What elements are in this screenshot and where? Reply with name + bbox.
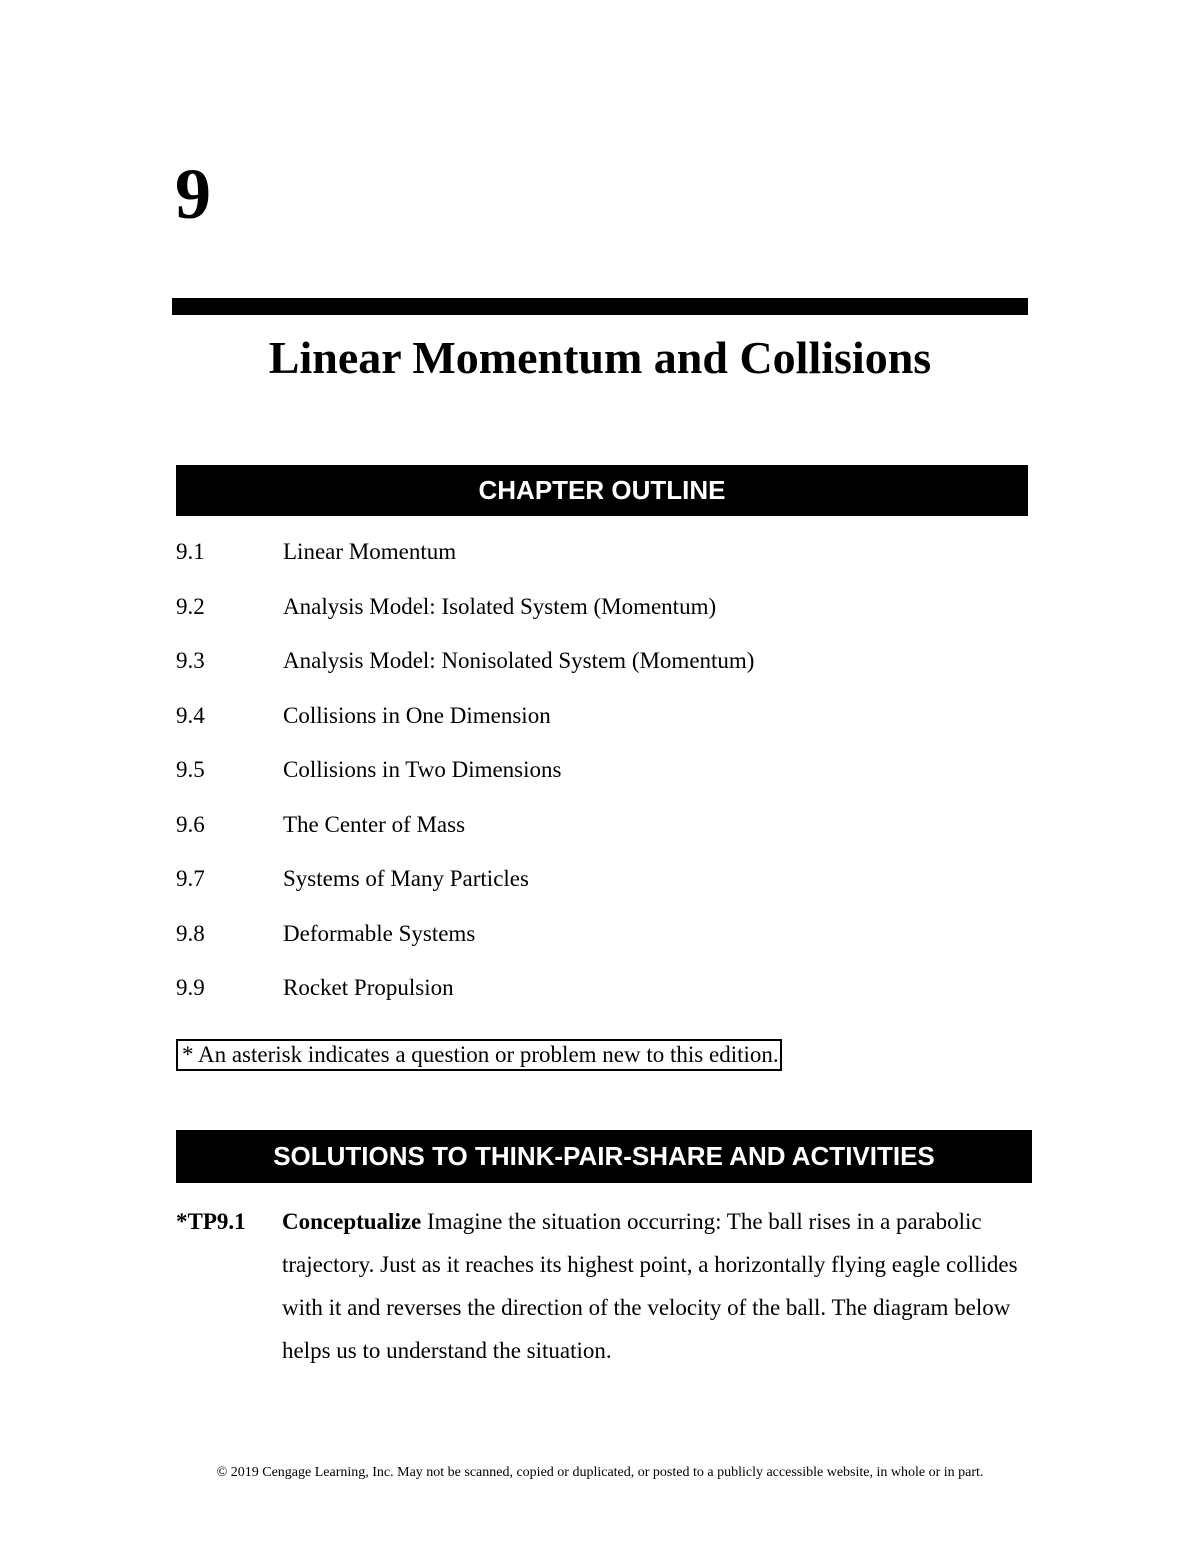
chapter-title-rule [172, 298, 1028, 315]
problem-text: Imagine the situation occurring: The ball rises in a parabolic trajectory. Just as it reaches its highest point, a horizontally flying eagle collides with it and reverses the direction of the velocity of the ball. The diagram below helps us to understand the situation. [282, 1209, 1018, 1363]
outline-item [176, 697, 754, 752]
outline-item-number: 9.7 [176, 866, 205, 891]
copyright-footer: © 2019 Cengage Learning, Inc. May not be scanned, copied or duplicated, or posted to a publicly accessible website, in whole or in part. [216, 1465, 984, 1480]
problem-body [282, 1200, 1032, 1372]
outline-item [176, 915, 754, 970]
outline-item-title: The Center of Mass [283, 811, 466, 837]
outline-item-title: Analysis Model: Isolated System (Momentum) [283, 593, 717, 619]
outline-item-number: 9.1 [176, 539, 205, 564]
outline-item-title: Analysis Model: Nonisolated System (Momentum) [283, 648, 755, 673]
problem-label: *TP9.1 [176, 1209, 246, 1234]
problem-lead-word: Conceptualize [282, 1209, 422, 1234]
chapter-outline-heading: CHAPTER OUTLINE [176, 465, 1028, 516]
outline-item [176, 969, 754, 1024]
outline-item [176, 588, 754, 643]
outline-item-title: Linear Momentum [283, 539, 457, 564]
chapter-outline-list [176, 533, 754, 1024]
outline-item-number: 9.8 [176, 920, 205, 946]
outline-item [176, 806, 754, 861]
outline-item [176, 751, 754, 806]
outline-item-title: Collisions in Two Dimensions [283, 757, 562, 782]
outline-item-title: Systems of Many Particles [283, 866, 529, 891]
outline-item-number: 9.4 [176, 702, 205, 728]
outline-item [176, 860, 754, 915]
outline-item-number: 9.3 [176, 648, 205, 673]
asterisk-note: * An asterisk indicates a question or problem new to this edition. [176, 1039, 782, 1071]
outline-item-number: 9.6 [176, 811, 205, 837]
outline-item-title: Deformable Systems [283, 920, 476, 946]
outline-item-number: 9.9 [176, 975, 205, 1000]
outline-item-number: 9.5 [176, 757, 205, 782]
problem-tp9-1 [176, 1200, 1036, 1372]
solutions-heading: SOLUTIONS TO THINK-PAIR-SHARE AND ACTIVITIES [176, 1130, 1032, 1183]
outline-item-title: Collisions in One Dimension [283, 702, 551, 728]
outline-item [176, 642, 754, 697]
chapter-title: Linear Momentum and Collisions [268, 332, 932, 383]
outline-item-title: Rocket Propulsion [283, 975, 454, 1000]
outline-item-number: 9.2 [176, 593, 205, 619]
chapter-number: 9 [175, 154, 211, 234]
outline-item [176, 533, 754, 588]
